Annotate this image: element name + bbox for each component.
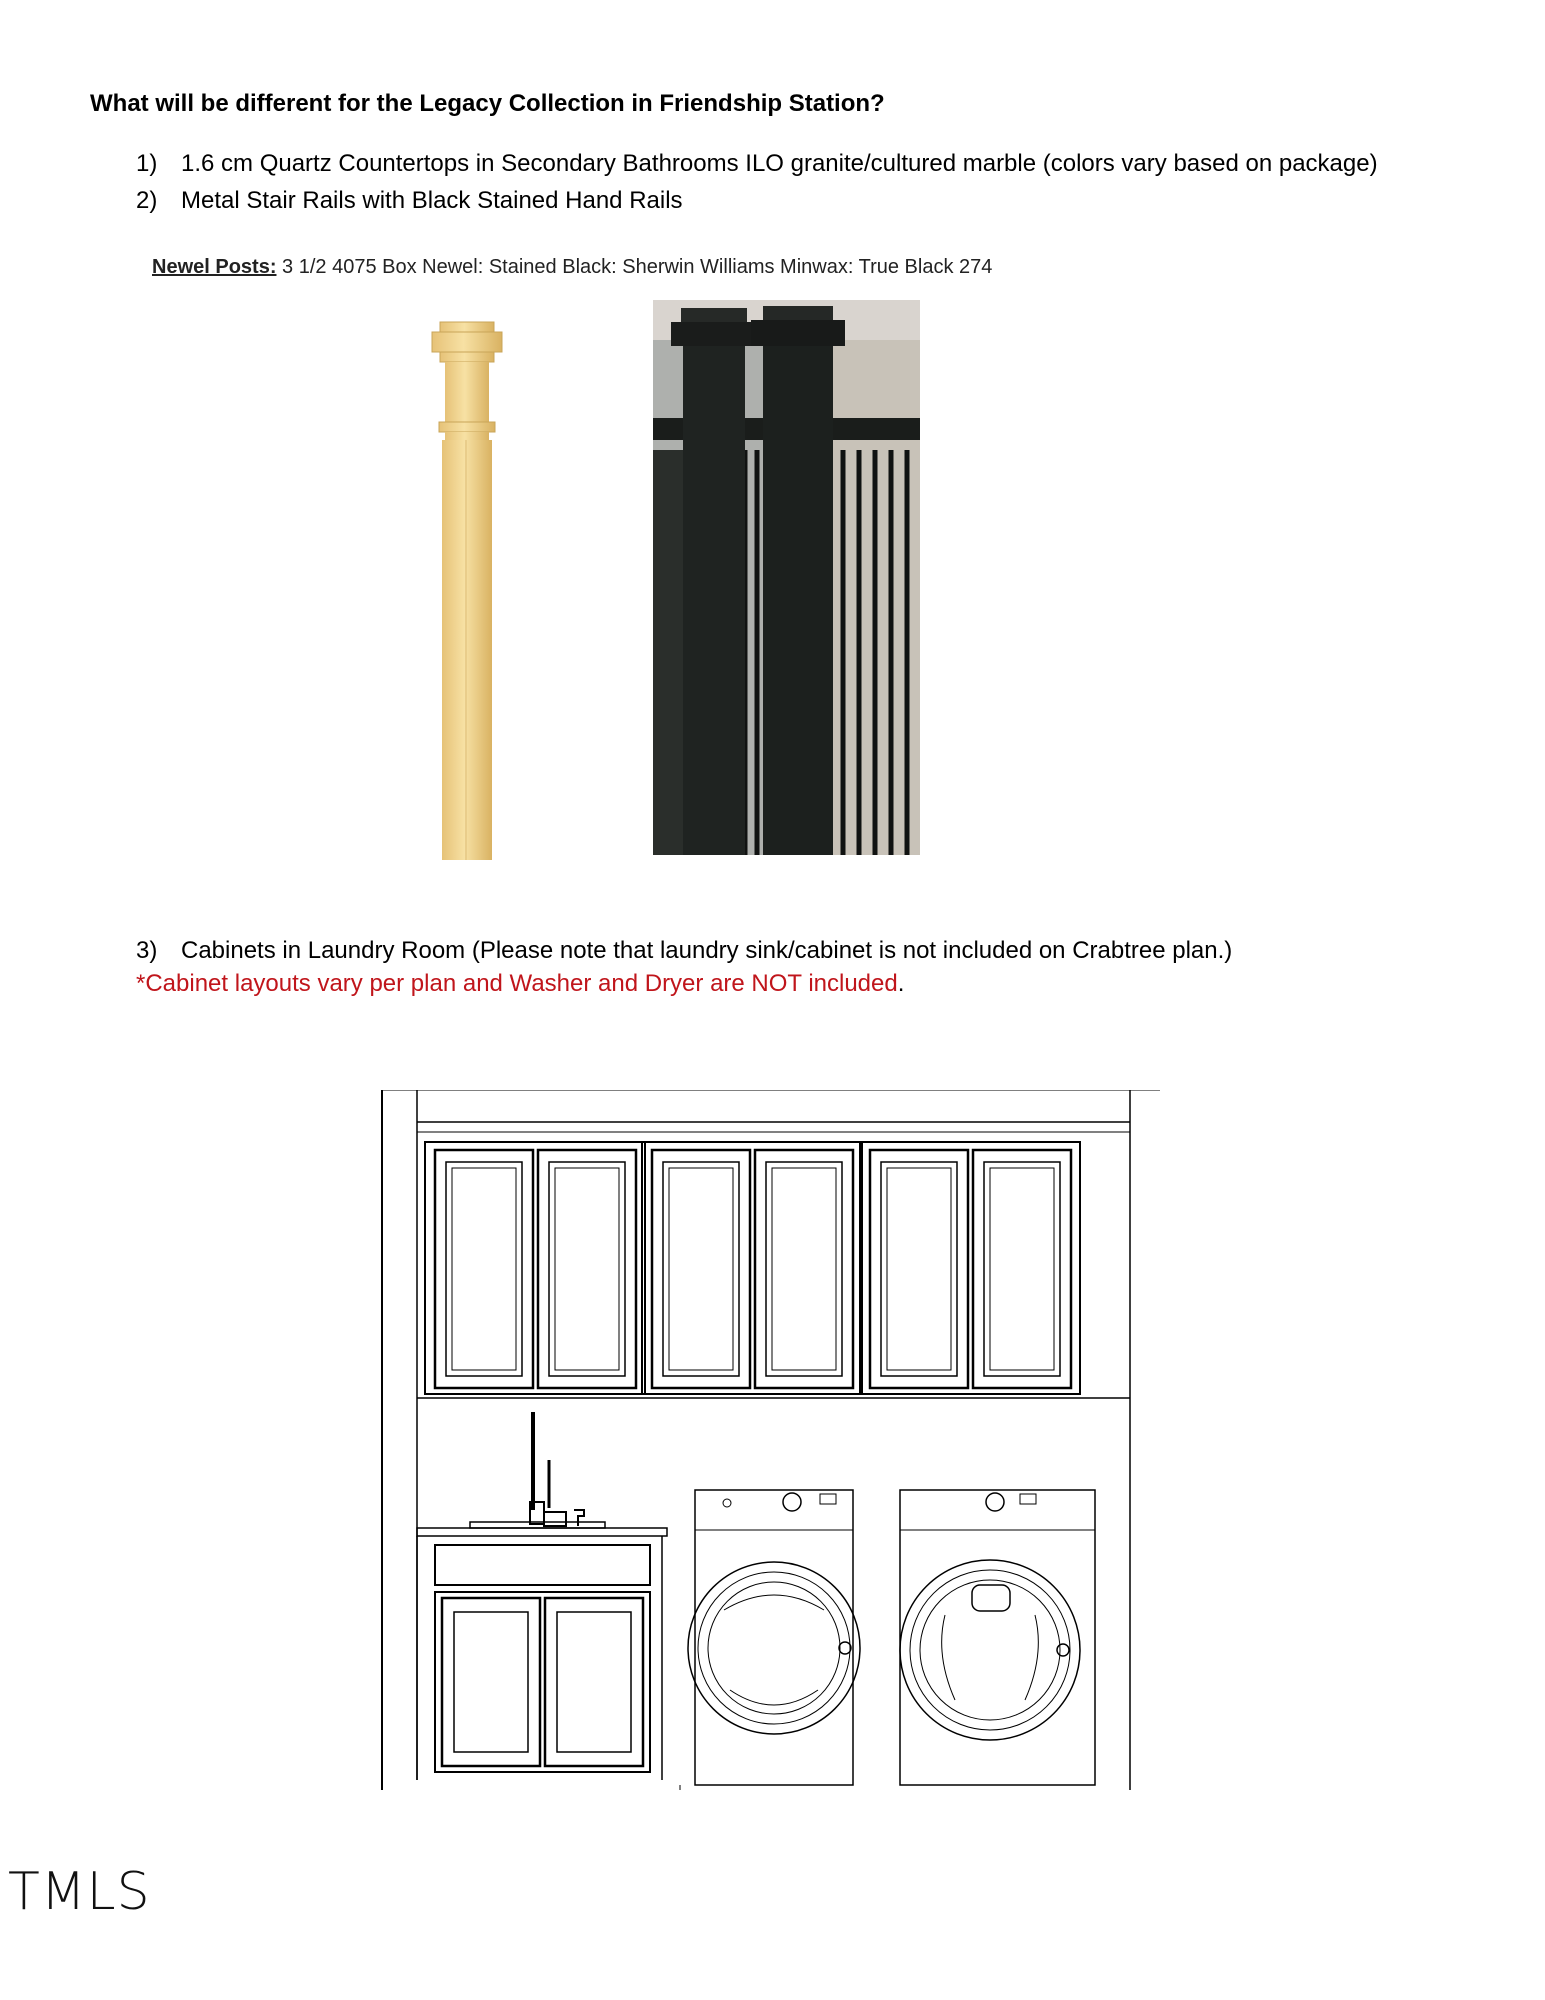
newel-posts-text: 3 1/2 4075 Box Newel: Stained Black: Sherwin Williams Minwax: True Black 274 (276, 256, 993, 278)
wood-newel-post-image (420, 320, 520, 860)
newel-posts-label: Newel Posts: (152, 256, 277, 278)
list-item-number: 1) (136, 150, 158, 177)
list-item-text: Cabinets in Laundry Room (Please note that laundry sink/cabinet is not included on Crabtree plan.) (181, 937, 1233, 964)
black-newel-post-photo (653, 300, 920, 855)
list-item-number: 2) (136, 187, 158, 214)
cabinet-note-warning: *Cabinet layouts vary per plan and Washer and Dryer are NOT included (136, 970, 898, 997)
list-item-1 (136, 150, 1378, 178)
laundry-cabinet-drawing (380, 1090, 1160, 1790)
newel-posts-caption (152, 256, 992, 279)
list-item-text: Metal Stair Rails with Black Stained Hand Rails (181, 187, 683, 214)
list-item-2 (136, 187, 683, 215)
cabinet-note (136, 970, 904, 998)
mls-watermark: TMLS (8, 1862, 151, 1922)
list-item-number: 3) (136, 937, 158, 964)
cabinet-note-period: . (897, 970, 905, 997)
page-heading: What will be different for the Legacy Collection in Friendship Station? (90, 90, 885, 117)
list-item-3 (136, 937, 1232, 965)
list-item-text: 1.6 cm Quartz Countertops in Secondary Bathrooms ILO granite/cultured marble (colors vary based on package) (181, 150, 1378, 177)
